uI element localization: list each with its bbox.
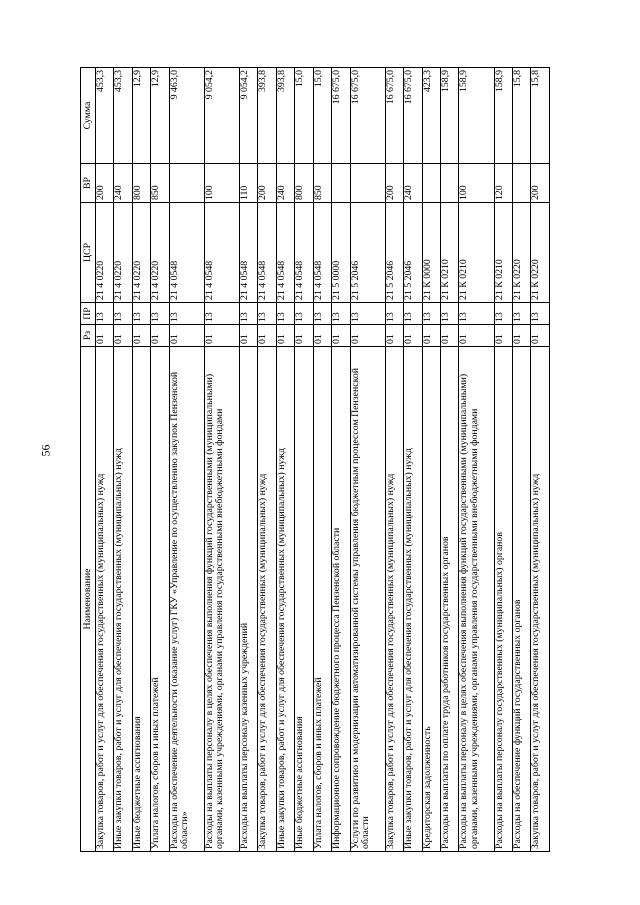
cell-name: Иные закупки товаров, работ и услуг для обеспечения государственных (муниципальных) нужд bbox=[276, 347, 294, 852]
cell-pr: 13 bbox=[169, 303, 204, 325]
cell-pr: 13 bbox=[151, 303, 169, 325]
table-row bbox=[132, 68, 150, 852]
cell-vr: 200 bbox=[258, 164, 276, 203]
cell-rz: 01 bbox=[132, 325, 150, 347]
cell-rz: 01 bbox=[276, 325, 294, 347]
table-row bbox=[404, 68, 422, 852]
cell-csr: 21 5 2046 bbox=[404, 203, 422, 303]
cell-sum: 453,3 bbox=[96, 68, 114, 164]
cell-sum: 158,9 bbox=[459, 68, 494, 164]
cell-sum: 9 463,0 bbox=[169, 68, 204, 164]
cell-rz: 01 bbox=[459, 325, 494, 347]
cell-pr: 13 bbox=[440, 303, 458, 325]
header-vr: ВР bbox=[81, 164, 96, 203]
cell-sum: 12,9 bbox=[132, 68, 150, 164]
cell-rz: 01 bbox=[440, 325, 458, 347]
cell-name: Расходы на выплаты по оплате труда работников государственных органов bbox=[440, 347, 458, 852]
cell-pr: 13 bbox=[132, 303, 150, 325]
cell-pr: 13 bbox=[258, 303, 276, 325]
cell-vr: 120 bbox=[494, 164, 512, 203]
cell-rz: 01 bbox=[531, 325, 550, 347]
cell-name: Уплата налогов, сборов и иных платежей bbox=[313, 347, 331, 852]
table-row bbox=[512, 68, 530, 852]
cell-sum: 423,3 bbox=[422, 68, 440, 164]
cell-vr: 850 bbox=[151, 164, 169, 203]
cell-rz: 01 bbox=[512, 325, 530, 347]
cell-csr: 21 4 0548 bbox=[258, 203, 276, 303]
cell-name: Информационное сопровождение бюджетного процесса Пензенской области bbox=[332, 347, 350, 852]
cell-csr: 21 4 0548 bbox=[276, 203, 294, 303]
cell-rz: 01 bbox=[96, 325, 114, 347]
header-pr: ПР bbox=[81, 303, 96, 325]
cell-name: Иные закупки товаров, работ и услуг для обеспечения государственных (муниципальных) нужд bbox=[114, 347, 132, 852]
table-row bbox=[295, 68, 313, 852]
cell-name: Расходы на обеспечение деятельности (оказание услуг) ГКУ «Управление по осуществлению закупок Пензенской области» bbox=[169, 347, 204, 852]
cell-pr: 13 bbox=[295, 303, 313, 325]
cell-csr: 21 4 0220 bbox=[96, 203, 114, 303]
cell-pr: 13 bbox=[350, 303, 385, 325]
cell-csr: 21 4 0220 bbox=[132, 203, 150, 303]
cell-vr: 240 bbox=[114, 164, 132, 203]
cell-vr: 240 bbox=[404, 164, 422, 203]
header-csr: ЦСР bbox=[81, 203, 96, 303]
cell-csr: 21 5 0000 bbox=[332, 203, 350, 303]
table-row bbox=[169, 68, 204, 852]
cell-rz: 01 bbox=[332, 325, 350, 347]
cell-pr: 13 bbox=[459, 303, 494, 325]
cell-csr: 21 4 0548 bbox=[295, 203, 313, 303]
cell-pr: 13 bbox=[204, 303, 239, 325]
table-row bbox=[96, 68, 114, 852]
cell-vr: 200 bbox=[385, 164, 403, 203]
cell-rz: 01 bbox=[204, 325, 239, 347]
cell-vr: 200 bbox=[531, 164, 550, 203]
table-row bbox=[385, 68, 403, 852]
cell-csr: 21 К 0220 bbox=[512, 203, 530, 303]
cell-name: Кредиторская задолженность bbox=[422, 347, 440, 852]
cell-vr: 200 bbox=[96, 164, 114, 203]
cell-csr: 21 К 0220 bbox=[531, 203, 550, 303]
cell-pr: 13 bbox=[404, 303, 422, 325]
cell-rz: 01 bbox=[295, 325, 313, 347]
header-name: Наименование bbox=[81, 347, 96, 852]
cell-vr bbox=[422, 164, 440, 203]
cell-rz: 01 bbox=[169, 325, 204, 347]
cell-pr: 13 bbox=[114, 303, 132, 325]
cell-csr: 21 4 0220 bbox=[114, 203, 132, 303]
cell-rz: 01 bbox=[404, 325, 422, 347]
table-row bbox=[332, 68, 350, 852]
cell-sum: 15,0 bbox=[295, 68, 313, 164]
table-row bbox=[240, 68, 258, 852]
cell-sum: 15,8 bbox=[531, 68, 550, 164]
cell-name: Услуги по развитию и модернизации автоматизированной системы управления бюджетным процессом Пензенской области bbox=[350, 347, 385, 852]
table-row bbox=[313, 68, 331, 852]
cell-name: Расходы на обеспечение функций государственных органов bbox=[512, 347, 530, 852]
cell-rz: 01 bbox=[114, 325, 132, 347]
cell-rz: 01 bbox=[350, 325, 385, 347]
table-row bbox=[531, 68, 550, 852]
cell-csr: 21 К 0000 bbox=[422, 203, 440, 303]
cell-name: Закупка товаров, работ и услуг для обеспечения государственных (муниципальных) нужд bbox=[96, 347, 114, 852]
cell-name: Закупка товаров, работ и услуг для обеспечения государственных (муниципальных) нужд bbox=[385, 347, 403, 852]
cell-sum: 9 054,2 bbox=[204, 68, 239, 164]
cell-pr: 13 bbox=[512, 303, 530, 325]
cell-csr: 21 4 0548 bbox=[240, 203, 258, 303]
budget-table bbox=[80, 67, 550, 852]
table-row bbox=[276, 68, 294, 852]
cell-name: Расходы на выплаты персоналу в целях обеспечения выполнения функций государственными (муниципальными) органами, казенными учреждениями, органами управления государственными внебюджетными фондами bbox=[459, 347, 494, 852]
cell-pr: 13 bbox=[240, 303, 258, 325]
cell-csr: 21 4 0548 bbox=[204, 203, 239, 303]
cell-csr: 21 5 2046 bbox=[350, 203, 385, 303]
table-row bbox=[350, 68, 385, 852]
table-row bbox=[204, 68, 239, 852]
cell-sum: 16 675,0 bbox=[350, 68, 385, 164]
cell-name: Иные закупки товаров, работ и услуг для обеспечения государственных (муниципальных) нужд bbox=[404, 347, 422, 852]
cell-rz: 01 bbox=[494, 325, 512, 347]
cell-sum: 15,8 bbox=[512, 68, 530, 164]
table-row bbox=[459, 68, 494, 852]
cell-csr: 21 5 2046 bbox=[385, 203, 403, 303]
page-number: 56 bbox=[38, 444, 53, 457]
rotated-table-container bbox=[80, 68, 550, 852]
cell-vr: 110 bbox=[240, 164, 258, 203]
cell-sum: 158,9 bbox=[440, 68, 458, 164]
cell-rz: 01 bbox=[385, 325, 403, 347]
cell-vr: 800 bbox=[295, 164, 313, 203]
cell-name: Закупка товаров, работ и услуг для обеспечения государственных (муниципальных) нужд bbox=[531, 347, 550, 852]
cell-pr: 13 bbox=[96, 303, 114, 325]
cell-pr: 13 bbox=[422, 303, 440, 325]
cell-name: Иные бюджетные ассигнования bbox=[295, 347, 313, 852]
cell-rz: 01 bbox=[240, 325, 258, 347]
cell-vr bbox=[169, 164, 204, 203]
cell-name: Иные бюджетные ассигнования bbox=[132, 347, 150, 852]
cell-sum: 393,8 bbox=[258, 68, 276, 164]
table-row bbox=[151, 68, 169, 852]
cell-pr: 13 bbox=[531, 303, 550, 325]
cell-name: Уплата налогов, сборов и иных платежей bbox=[151, 347, 169, 852]
cell-vr: 240 bbox=[276, 164, 294, 203]
cell-csr: 21 4 0548 bbox=[313, 203, 331, 303]
cell-rz: 01 bbox=[151, 325, 169, 347]
header-row bbox=[81, 68, 96, 852]
cell-csr: 21 К 0210 bbox=[494, 203, 512, 303]
table-row bbox=[494, 68, 512, 852]
cell-sum: 16 675,0 bbox=[404, 68, 422, 164]
table-body bbox=[96, 68, 550, 852]
cell-vr bbox=[332, 164, 350, 203]
cell-sum: 158,9 bbox=[494, 68, 512, 164]
cell-sum: 16 675,0 bbox=[385, 68, 403, 164]
header-rz: Рз bbox=[81, 325, 96, 347]
cell-sum: 16 675,0 bbox=[332, 68, 350, 164]
cell-sum: 15,0 bbox=[313, 68, 331, 164]
cell-pr: 13 bbox=[276, 303, 294, 325]
table-header bbox=[81, 68, 96, 852]
cell-name: Расходы на выплаты персоналу в целях обеспечения выполнения функций государственными (муниципальными) органами, казенными учреждениями, органами управления государственными внебюджетными фондами bbox=[204, 347, 239, 852]
header-sum: Сумма bbox=[81, 68, 96, 164]
cell-sum: 393,8 bbox=[276, 68, 294, 164]
cell-pr: 13 bbox=[385, 303, 403, 325]
table-row bbox=[114, 68, 132, 852]
cell-vr bbox=[350, 164, 385, 203]
cell-csr: 21 4 0548 bbox=[169, 203, 204, 303]
cell-pr: 13 bbox=[313, 303, 331, 325]
table-row bbox=[440, 68, 458, 852]
cell-csr: 21 К 0210 bbox=[440, 203, 458, 303]
cell-pr: 13 bbox=[332, 303, 350, 325]
cell-vr: 100 bbox=[459, 164, 494, 203]
cell-rz: 01 bbox=[258, 325, 276, 347]
cell-vr bbox=[440, 164, 458, 203]
cell-pr: 13 bbox=[494, 303, 512, 325]
cell-vr: 100 bbox=[204, 164, 239, 203]
cell-csr: 21 К 0210 bbox=[459, 203, 494, 303]
cell-sum: 453,3 bbox=[114, 68, 132, 164]
cell-vr: 800 bbox=[132, 164, 150, 203]
table-frame bbox=[80, 68, 550, 852]
cell-name: Расходы на выплаты персоналу государственных (муниципальных) органов bbox=[494, 347, 512, 852]
cell-sum: 9 054,2 bbox=[240, 68, 258, 164]
cell-vr bbox=[512, 164, 530, 203]
cell-sum: 12,9 bbox=[151, 68, 169, 164]
cell-rz: 01 bbox=[313, 325, 331, 347]
table-row bbox=[258, 68, 276, 852]
cell-name: Закупка товаров, работ и услуг для обеспечения государственных (муниципальных) нужд bbox=[258, 347, 276, 852]
cell-vr: 850 bbox=[313, 164, 331, 203]
table-row bbox=[422, 68, 440, 852]
cell-name: Расходы на выплаты персоналу казенных учреждений bbox=[240, 347, 258, 852]
cell-csr: 21 4 0220 bbox=[151, 203, 169, 303]
cell-rz: 01 bbox=[422, 325, 440, 347]
